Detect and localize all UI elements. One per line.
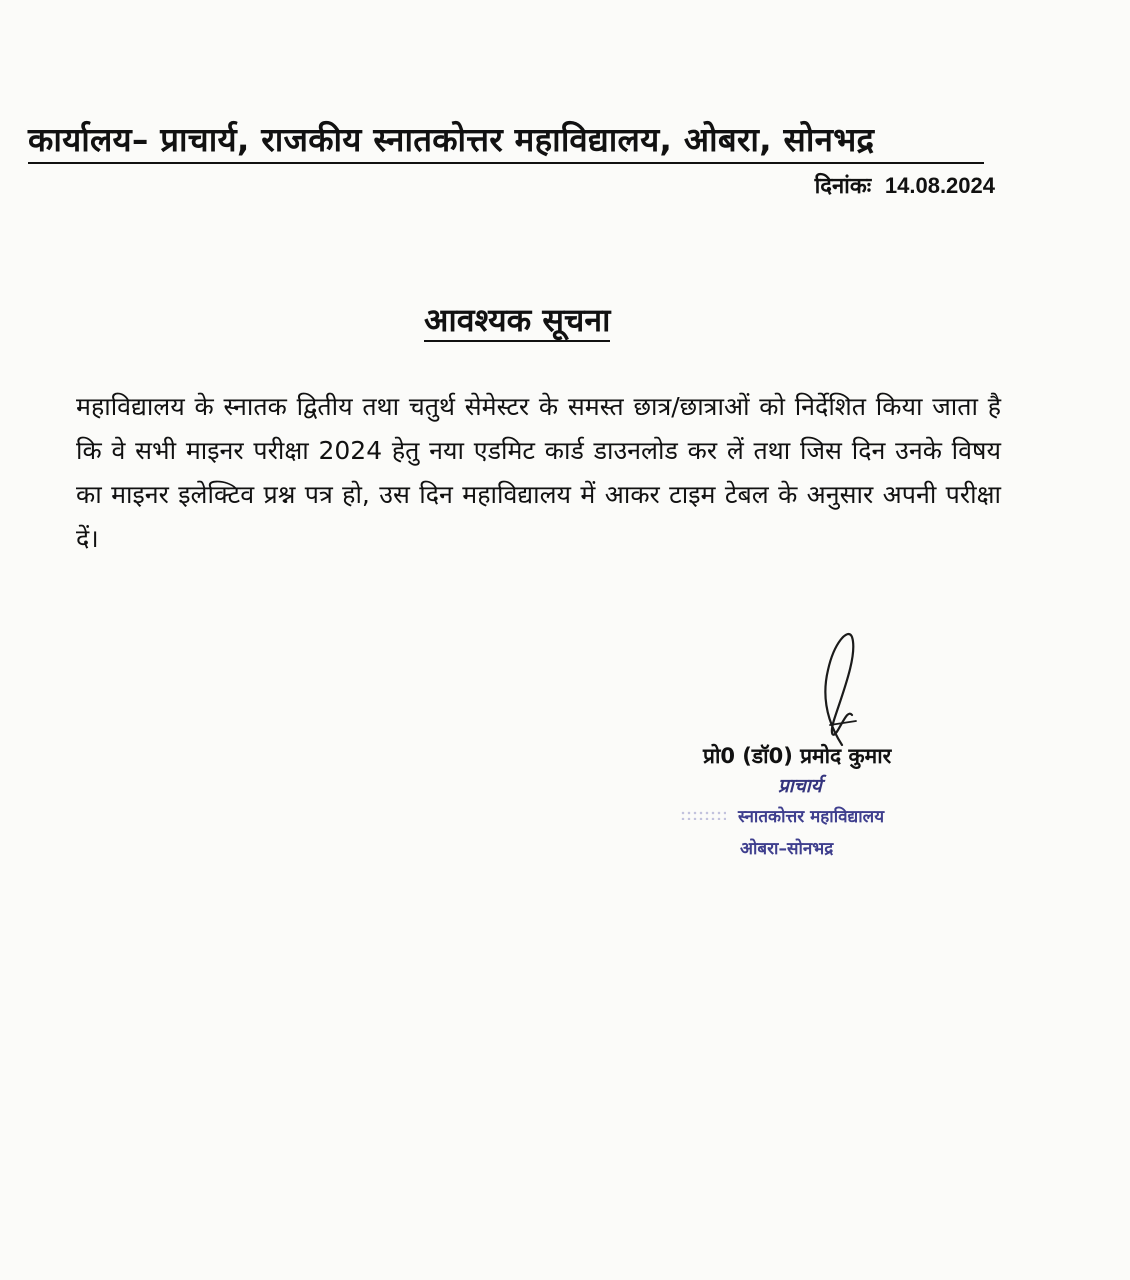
date-value: 14.08.2024 [884, 173, 995, 198]
notice-title: आवश्यक सूचना [424, 300, 610, 342]
date-label: दिनांकः [814, 174, 872, 199]
notice-body: महाविद्यालय के स्नातक द्वितीय तथा चतुर्थ सेमेस्टर के समस्त छात्र/छात्राओं को निर्देशित किया जाता है कि वे सभी माइनर परीक्षा 2024 हेतु नया एडमिट कार्ड डाउनलोड कर लें तथा जिस दिन उनके विषय का माइनर इलेक्टिव प्रश्न पत्र हो, उस दिन महाविद्यालय में आकर टाइम टेबल के अनुसार अपनी परीक्षा दें। [76, 392, 1001, 553]
stamp-college-name: स्नातकोत्तर महाविद्यालय [738, 807, 885, 827]
signatory-name: प्रो0 (डॉ0) प्रमोद कुमार [703, 744, 892, 768]
office-stamp [680, 770, 980, 870]
stamp-smudge [680, 810, 726, 820]
date-line [815, 170, 995, 200]
office-header: कार्यालय– प्राचार्य, राजकीय स्नातकोत्तर महाविद्यालय, ओबरा, सोनभद्र [28, 118, 984, 164]
stamp-location: ओबरा–सोनभद्र [740, 839, 834, 859]
handwritten-signature [812, 625, 872, 755]
stamp-title: प्राचार्य [778, 775, 822, 797]
